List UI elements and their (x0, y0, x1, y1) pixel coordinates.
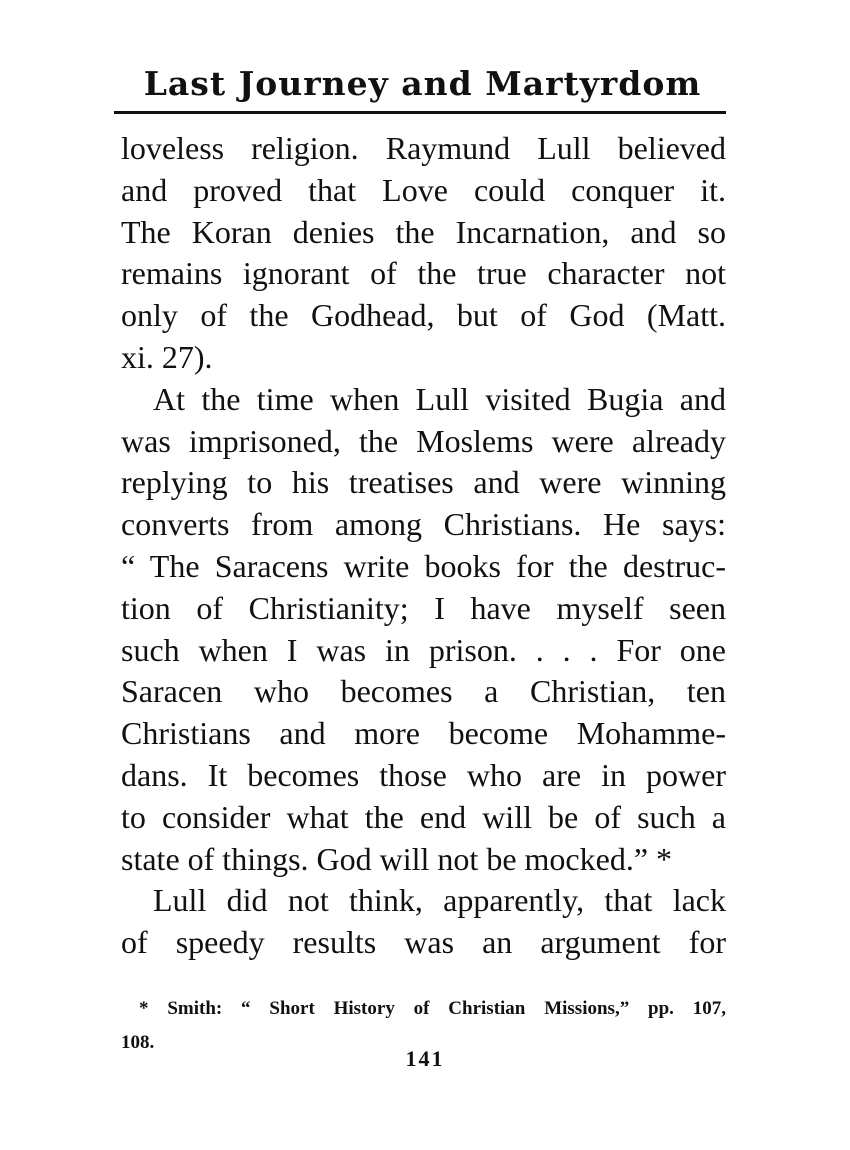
text-line: state of things. God will not be mocked.” * (121, 840, 673, 877)
text-line: At the time when Lull visited Bugia and (153, 380, 726, 417)
footnote-line: * Smith: “ Short History of Christian Missions,” pp. 107, (139, 998, 726, 1019)
footnote-line: 108. (121, 1032, 155, 1053)
text-line: remains ignorant of the true character not (121, 255, 726, 292)
page-number: 141 (405, 1046, 445, 1071)
text-line: only of the Godhead, but of God (Matt. (121, 297, 726, 334)
text-line: was imprisoned, the Moslems were already (121, 422, 726, 459)
paragraph-3 (121, 880, 726, 964)
text-line: Christians and more become Mohamme- (121, 715, 726, 752)
paragraph-1 (121, 128, 726, 379)
text-line: replying to his treatises and were winning (121, 464, 726, 501)
header-rule (114, 111, 726, 114)
body-text (121, 128, 726, 964)
text-line: and proved that Love could conquer it. (121, 171, 726, 208)
text-line: “ The Saracens write books for the destruc- (121, 547, 726, 584)
text-line: xi. 27). (121, 338, 213, 375)
text-line: converts from among Christians. He says: (121, 506, 726, 543)
text-line: such when I was in prison. . . . For one (121, 631, 726, 668)
text-line: of speedy results was an argument for (121, 924, 726, 961)
text-line: The Koran denies the Incarnation, and so (121, 213, 726, 250)
paragraph-2 (121, 379, 726, 881)
text-line: tion of Christianity; I have myself seen (121, 589, 726, 626)
text-line: loveless religion. Raymund Lull believed (121, 130, 726, 166)
text-line: dans. It becomes those who are in power (121, 756, 726, 793)
running-head-title: Last Journey and Martyrdom (143, 64, 702, 103)
text-line: Saracen who becomes a Christian, ten (121, 673, 726, 710)
text-line: to consider what the end will be of such a (121, 798, 726, 835)
text-line: Lull did not think, apparently, that lack (153, 882, 726, 919)
